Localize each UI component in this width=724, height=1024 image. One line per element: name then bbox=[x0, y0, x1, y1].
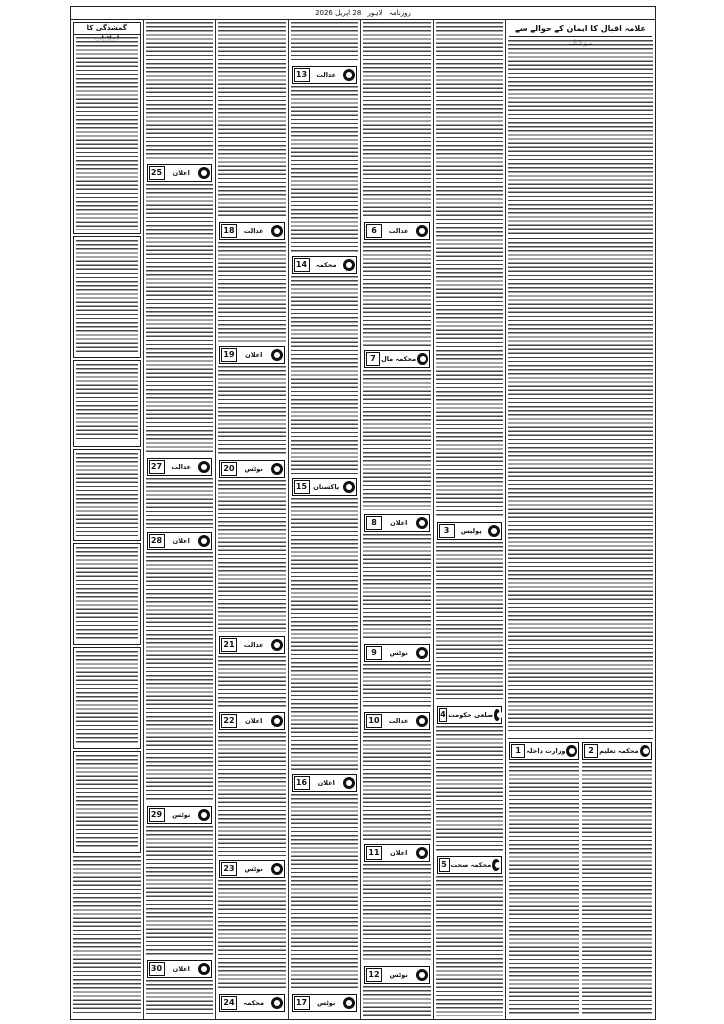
seal-icon bbox=[640, 745, 650, 757]
ad-header-28 bbox=[147, 532, 213, 550]
ad-number: 10 bbox=[366, 714, 382, 728]
ad-number: 24 bbox=[221, 996, 237, 1010]
article-text bbox=[218, 656, 286, 708]
ad-number: 21 bbox=[221, 638, 237, 652]
ad-title: اعلان bbox=[245, 351, 263, 359]
ad-header-22 bbox=[219, 712, 285, 730]
notice-text bbox=[76, 364, 138, 442]
ad-header-20 bbox=[219, 460, 285, 478]
ad-title: اعلان bbox=[317, 779, 335, 787]
article-text bbox=[363, 534, 431, 640]
ad-title: نوٹس bbox=[244, 465, 263, 473]
ad-header-3 bbox=[437, 522, 503, 540]
column-f bbox=[433, 20, 506, 1019]
article-text bbox=[146, 552, 214, 802]
seal-icon bbox=[416, 647, 428, 659]
ad-header-2 bbox=[582, 742, 652, 760]
seal-icon bbox=[271, 463, 283, 475]
article-text bbox=[363, 242, 431, 346]
ad-number: 25 bbox=[149, 166, 165, 180]
ad-header-29 bbox=[147, 806, 213, 824]
article-text bbox=[218, 732, 286, 856]
ad-header-21 bbox=[219, 636, 285, 654]
ad-number: 15 bbox=[294, 480, 310, 494]
ad-number: 22 bbox=[221, 714, 237, 728]
notices-text bbox=[76, 37, 138, 230]
notice-text bbox=[76, 240, 138, 353]
column-b bbox=[143, 20, 216, 1019]
seal-icon bbox=[566, 745, 576, 757]
ad-title: نوٹس bbox=[317, 999, 336, 1007]
newspaper-page bbox=[70, 6, 656, 1020]
ad-title: نوٹس bbox=[389, 649, 408, 657]
ad-title: عدالت bbox=[171, 463, 192, 471]
notices-box bbox=[73, 22, 141, 234]
article-text bbox=[436, 726, 504, 852]
ad-number: 18 bbox=[221, 224, 237, 238]
ad-number: 14 bbox=[294, 258, 310, 272]
ad-number: 12 bbox=[366, 968, 382, 982]
notices-box-title: گمشدگی کا bbox=[74, 23, 140, 35]
ad-title: محکمہ bbox=[315, 261, 337, 269]
article-text bbox=[291, 794, 359, 990]
article-text bbox=[146, 184, 214, 454]
seal-icon bbox=[492, 859, 500, 871]
article-text bbox=[218, 242, 286, 342]
article-text bbox=[146, 478, 214, 528]
main-headline: علامہ اقبال کا ایمان کے حوالے سے bbox=[509, 22, 652, 37]
article-text bbox=[582, 762, 652, 1016]
column-c bbox=[215, 20, 288, 1019]
ad-title: محکمہ bbox=[243, 999, 265, 1007]
seal-icon bbox=[417, 353, 427, 365]
seal-icon bbox=[343, 997, 355, 1009]
seal-icon bbox=[271, 349, 283, 361]
column-e bbox=[360, 20, 433, 1019]
ad-number: 8 bbox=[366, 516, 382, 530]
ad-title: عدالت bbox=[388, 717, 409, 725]
article-text bbox=[291, 86, 359, 252]
seal-icon bbox=[343, 69, 355, 81]
column-d bbox=[288, 20, 361, 1019]
ad-header-5 bbox=[437, 856, 503, 874]
ad-title: نوٹس bbox=[244, 865, 263, 873]
ad-number: 5 bbox=[439, 858, 450, 872]
ad-title: پاکستان bbox=[313, 483, 340, 491]
ad-header-17 bbox=[292, 994, 358, 1012]
ad-title: عدالت bbox=[316, 71, 337, 79]
article-text bbox=[291, 276, 359, 474]
seal-icon bbox=[198, 535, 210, 547]
ad-number: 30 bbox=[149, 962, 165, 976]
seal-icon bbox=[343, 481, 355, 493]
ad-header-9 bbox=[364, 644, 430, 662]
ad-number: 9 bbox=[366, 646, 382, 660]
seal-icon bbox=[494, 709, 500, 721]
seal-icon bbox=[198, 809, 210, 821]
seal-icon bbox=[271, 715, 283, 727]
ad-title: نوٹس bbox=[172, 811, 191, 819]
article-text bbox=[363, 22, 431, 218]
ad-title: اعلان bbox=[172, 169, 190, 177]
seal-icon bbox=[416, 715, 428, 727]
seal-icon bbox=[343, 777, 355, 789]
divider bbox=[508, 738, 653, 739]
columns bbox=[71, 20, 655, 1019]
article-text bbox=[436, 542, 504, 702]
ad-header-13 bbox=[292, 66, 358, 84]
ad-number: 2 bbox=[584, 744, 598, 758]
ad-header-14 bbox=[292, 256, 358, 274]
ad-title: اعلان bbox=[172, 537, 190, 545]
ad-number: 29 bbox=[149, 808, 165, 822]
notice-block bbox=[73, 449, 141, 541]
ad-number: 1 bbox=[511, 744, 525, 758]
article-text bbox=[363, 370, 431, 510]
seal-icon bbox=[416, 225, 428, 237]
masthead-city: لاہور bbox=[367, 9, 383, 17]
article-text bbox=[508, 40, 653, 234]
ad-header-1 bbox=[509, 742, 579, 760]
ad-header-10 bbox=[364, 712, 430, 730]
seal-icon bbox=[271, 863, 283, 875]
notice-text bbox=[76, 755, 138, 848]
article-text bbox=[146, 980, 214, 1016]
notice-text bbox=[76, 651, 138, 744]
ad-header-19 bbox=[219, 346, 285, 364]
ad-header-11 bbox=[364, 844, 430, 862]
article-text bbox=[146, 826, 214, 956]
ad-title: محکمہ صحت bbox=[450, 861, 492, 869]
seal-icon bbox=[198, 963, 210, 975]
ad-title: محکمہ تعلیم bbox=[599, 747, 639, 755]
ad-title: نوٹس bbox=[389, 971, 408, 979]
article-text bbox=[291, 22, 359, 62]
notice-block bbox=[73, 236, 141, 358]
seal-icon bbox=[271, 997, 283, 1009]
article-text bbox=[218, 880, 286, 990]
ad-title: اعلان bbox=[390, 519, 408, 527]
article-text bbox=[436, 22, 504, 518]
ad-number: 6 bbox=[366, 224, 382, 238]
notice-text bbox=[76, 547, 138, 640]
seal-icon bbox=[271, 639, 283, 651]
seal-icon bbox=[198, 461, 210, 473]
masthead-date: 28 اپریل 2026 bbox=[315, 9, 362, 17]
ad-header-7 bbox=[364, 350, 430, 368]
notice-text bbox=[73, 856, 141, 1014]
article-text bbox=[436, 876, 504, 1016]
ad-number: 23 bbox=[221, 862, 237, 876]
ad-header-8 bbox=[364, 514, 430, 532]
ad-header-18 bbox=[219, 222, 285, 240]
seal-icon bbox=[416, 847, 428, 859]
seal-icon bbox=[198, 167, 210, 179]
ad-header-30 bbox=[147, 960, 213, 978]
ad-header-25 bbox=[147, 164, 213, 182]
ad-title: اعلان bbox=[245, 717, 263, 725]
article-text bbox=[363, 986, 431, 1016]
ad-number: 7 bbox=[366, 352, 380, 366]
article-text bbox=[363, 732, 431, 840]
notice-block bbox=[73, 751, 141, 853]
ad-title: عدالت bbox=[243, 641, 264, 649]
notice-block bbox=[73, 543, 141, 645]
ad-header-4 bbox=[437, 706, 503, 724]
ad-number: 16 bbox=[294, 776, 310, 790]
ad-header-27 bbox=[147, 458, 213, 476]
ad-number: 17 bbox=[294, 996, 310, 1010]
notice-block bbox=[73, 360, 141, 447]
seal-icon bbox=[343, 259, 355, 271]
notice-text bbox=[76, 453, 138, 536]
ad-number: 13 bbox=[294, 68, 310, 82]
masthead-paper: روزنامہ bbox=[388, 9, 411, 17]
article-text bbox=[363, 664, 431, 708]
article-text bbox=[508, 242, 653, 734]
divider bbox=[508, 238, 653, 239]
seal-icon bbox=[271, 225, 283, 237]
seal-icon bbox=[416, 969, 428, 981]
masthead bbox=[71, 7, 655, 20]
ad-number: 19 bbox=[221, 348, 237, 362]
ad-title: محکمہ مال bbox=[381, 355, 417, 363]
ad-number: 3 bbox=[439, 524, 455, 538]
ad-title: عدالت bbox=[388, 227, 409, 235]
notice-block bbox=[73, 647, 141, 749]
article-text bbox=[146, 22, 214, 160]
column-main bbox=[505, 20, 655, 1019]
ad-title: عدالت bbox=[243, 227, 264, 235]
ad-title: پولیس bbox=[460, 527, 482, 535]
ad-number: 27 bbox=[149, 460, 165, 474]
article-text bbox=[509, 762, 579, 1016]
ad-number: 11 bbox=[366, 846, 382, 860]
ad-header-12 bbox=[364, 966, 430, 984]
seal-icon bbox=[416, 517, 428, 529]
ad-title: اعلان bbox=[172, 965, 190, 973]
ad-title: اعلان bbox=[390, 849, 408, 857]
ad-header-16 bbox=[292, 774, 358, 792]
ad-header-15 bbox=[292, 478, 358, 496]
ad-number: 28 bbox=[149, 534, 165, 548]
ad-title: وزارت داخلہ bbox=[526, 747, 566, 755]
ad-number: 20 bbox=[221, 462, 237, 476]
seal-icon bbox=[488, 525, 500, 537]
article-text bbox=[218, 480, 286, 632]
ad-header-24 bbox=[219, 994, 285, 1012]
ad-header-23 bbox=[219, 860, 285, 878]
ad-number: 4 bbox=[439, 708, 448, 722]
column-notices bbox=[71, 20, 143, 1019]
article-text bbox=[218, 22, 286, 218]
ad-header-6 bbox=[364, 222, 430, 240]
article-text bbox=[363, 864, 431, 962]
ad-title: ضلعی حکومت bbox=[448, 711, 494, 719]
article-text bbox=[291, 498, 359, 770]
article-text bbox=[218, 366, 286, 456]
